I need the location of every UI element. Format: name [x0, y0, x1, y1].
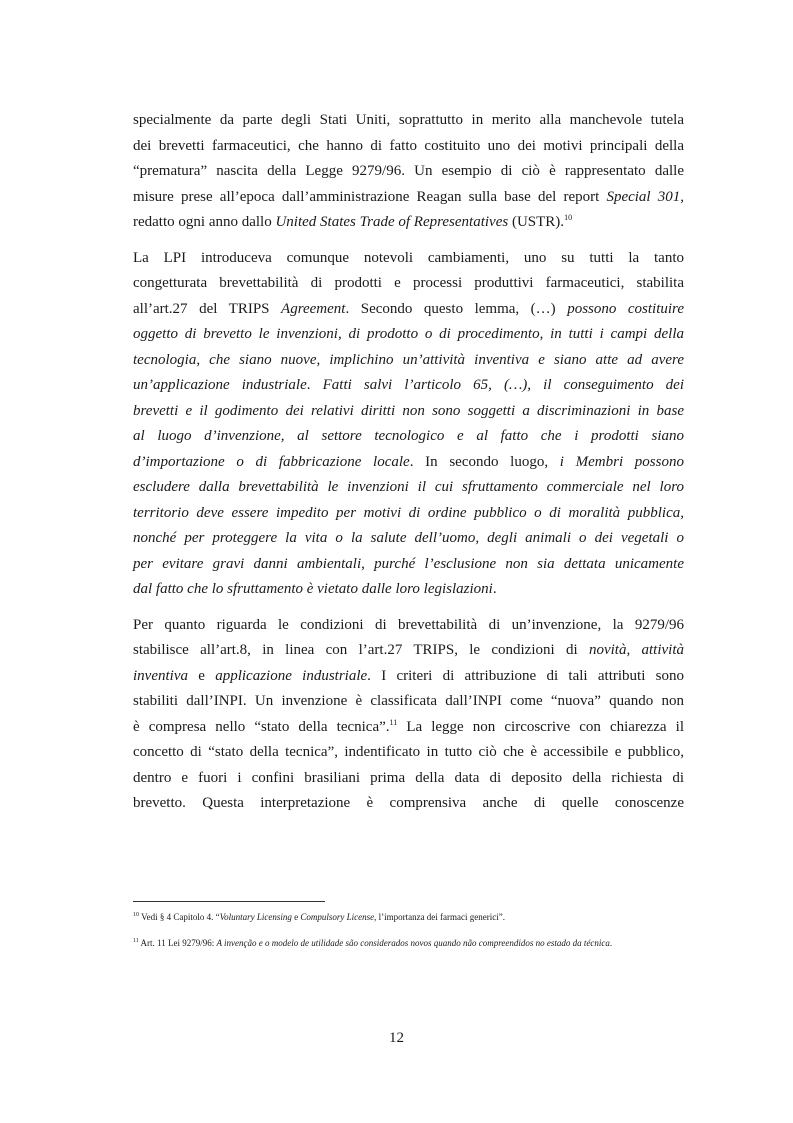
- text-run: . Secondo questo lemma, (…): [345, 300, 568, 317]
- text-run: ,: [680, 188, 684, 205]
- text-line: [133, 450, 684, 476]
- text-run: Art. 11 Lei 9279/96:: [138, 938, 217, 948]
- text-line: [133, 689, 684, 715]
- text-line: [133, 373, 684, 399]
- italic-text: escludere dalla brevettabilità le invenzioni il cui sfruttamento commerciale nel loro: [133, 479, 684, 495]
- text-line: [133, 322, 684, 348]
- footnote-ref: 11: [389, 717, 398, 727]
- footnote-11: [133, 936, 684, 950]
- footnote-separator: [133, 901, 325, 902]
- text-line: [133, 577, 684, 603]
- text-run: Per quanto riguarda le condizioni di brevettabilità di un’invenzione, la 9279/96: [133, 616, 684, 633]
- text-line: [133, 159, 684, 185]
- text-run: stabiliti dall’INPI. Un invenzione è classificata dall’INPI come “nuova” quando non: [133, 693, 684, 709]
- italic-text: applicazione industriale: [215, 667, 368, 684]
- text-run: è compresa nello “stato della tecnica”.: [133, 718, 390, 735]
- italic-text: novità, attività: [588, 642, 684, 658]
- text-run: redatto ogni anno dallo: [133, 214, 276, 230]
- paragraph: [133, 246, 684, 603]
- text-run: stabilisce all’art.8, in linea con l’art.27 TRIPS, le condizioni di: [133, 642, 589, 658]
- text-run: . In secondo luogo,: [409, 453, 560, 470]
- italic-text: possono costituire: [567, 300, 684, 317]
- text-run: Vedi § 4 Capitolo 4. “: [139, 912, 220, 922]
- text-line: [133, 638, 684, 664]
- italic-text: un’applicazione industriale: [133, 377, 307, 393]
- text-run: brevetto. Questa interpretazione è comprensiva anche di quelle conoscenze: [133, 795, 684, 811]
- text-line: [133, 185, 684, 211]
- text-line: [133, 715, 684, 741]
- italic-text: Fatti salvi l’articolo 65, (…), il conseguimento dei: [322, 377, 684, 393]
- text-line: [133, 526, 684, 552]
- text-line: [133, 475, 684, 501]
- italic-text: nonché per proteggere la vita o la salute dell’uomo, degli animali o dei vegetali o: [133, 530, 684, 546]
- text-run: dentro e fuori i confini brasiliani prima della data di deposito della richiesta di: [133, 769, 684, 786]
- italic-text: Special 301: [606, 188, 681, 205]
- italic-text: i Membri possono: [559, 453, 684, 470]
- page-body: [133, 108, 684, 817]
- text-line: [133, 613, 684, 639]
- italic-text: Voluntary Licensing: [219, 912, 292, 922]
- text-line: [133, 424, 684, 450]
- text-run: all’art.27 del TRIPS: [133, 300, 282, 317]
- page-number: 12: [389, 1030, 404, 1046]
- italic-text: per evitare gravi danni ambientali, purché l’esclusione non sia dettata unicamente: [133, 555, 684, 572]
- italic-text: A invenção e o modelo de utilidade são considerados novos quando não compreendidos no estado da técnica: [216, 938, 610, 948]
- text-line: [133, 210, 684, 236]
- text-run: .: [306, 377, 323, 393]
- footnote-10: [133, 910, 684, 924]
- footnote-ref: 11: [133, 938, 139, 944]
- text-run: concetto di “stato della tecnica”, indentificato in tutto ciò che è accessibile e pubblico,: [133, 744, 684, 760]
- text-run: misure prese all’epoca dall’amministrazione Reagan sulla base del report: [133, 188, 607, 205]
- text-run: dei brevetti farmaceutici, che hanno di fatto costituito uno dei motivi principali della: [133, 137, 684, 154]
- paragraph: [133, 613, 684, 817]
- italic-text: inventiva: [133, 667, 188, 684]
- paragraph: [133, 108, 684, 236]
- footnote-ref: 10: [564, 213, 573, 222]
- text-line: [133, 348, 684, 374]
- italic-text: Compulsory License: [300, 912, 375, 922]
- text-line: [133, 399, 684, 425]
- text-run: specialmente da parte degli Stati Uniti, soprattutto in merito alla manchevole tutela: [133, 112, 684, 128]
- text-run: .: [609, 938, 613, 948]
- footnote-ref: 10: [133, 912, 139, 918]
- italic-text: United States Trade of Representatives: [275, 214, 509, 230]
- text-line: [133, 108, 684, 134]
- italic-text: brevetti e il godimento dei relativi diritti non sono soggetti a discriminazioni in base: [133, 402, 684, 419]
- text-run: e: [291, 912, 301, 922]
- italic-text: al luogo d’invenzione, al settore tecnologico e al fatto che i prodotti siano: [133, 428, 684, 444]
- text-run: La LPI introduceva comunque notevoli cambiamenti, uno su tutti la tanto: [133, 249, 684, 266]
- text-run: , l’importanza dei farmaci generici”.: [374, 912, 506, 922]
- text-run: “prematura” nascita della Legge 9279/96. Un esempio di ciò è rappresentato dalle: [133, 163, 684, 179]
- text-run: congetturata brevettabilità di prodotti e processi produttivi farmaceutici, stabilita: [133, 275, 684, 291]
- text-run: . I criteri di attribuzione di tali attributi sono: [367, 667, 684, 684]
- text-line: [133, 552, 684, 578]
- text-line: [133, 246, 684, 272]
- text-line: [133, 766, 684, 792]
- text-run: .: [492, 581, 497, 597]
- italic-text: dal fatto che lo sfruttamento è vietato dalle loro legislazioni: [133, 581, 493, 597]
- text-line: [133, 134, 684, 160]
- text-run: e: [187, 667, 216, 684]
- text-run: La legge non circoscrive con chiarezza il: [397, 718, 685, 735]
- text-run: (USTR).: [508, 214, 565, 230]
- text-line: [133, 664, 684, 690]
- text-line: [133, 791, 684, 817]
- italic-text: d’importazione o di fabbricazione locale: [133, 453, 410, 470]
- italic-text: territorio deve essere impedito per motivi di ordine pubblico o di moralità pubblica,: [133, 504, 684, 521]
- italic-text: oggetto di brevetto le invenzioni, di prodotto o di procedimento, in tutti i campi della: [133, 326, 684, 342]
- text-line: [133, 297, 684, 323]
- italic-text: Agreement: [281, 300, 346, 317]
- text-line: [133, 740, 684, 766]
- text-line: [133, 501, 684, 527]
- italic-text: tecnologia, che siano nuove, implichino un’attività inventiva e siano atte ad avere: [133, 351, 684, 368]
- text-line: [133, 271, 684, 297]
